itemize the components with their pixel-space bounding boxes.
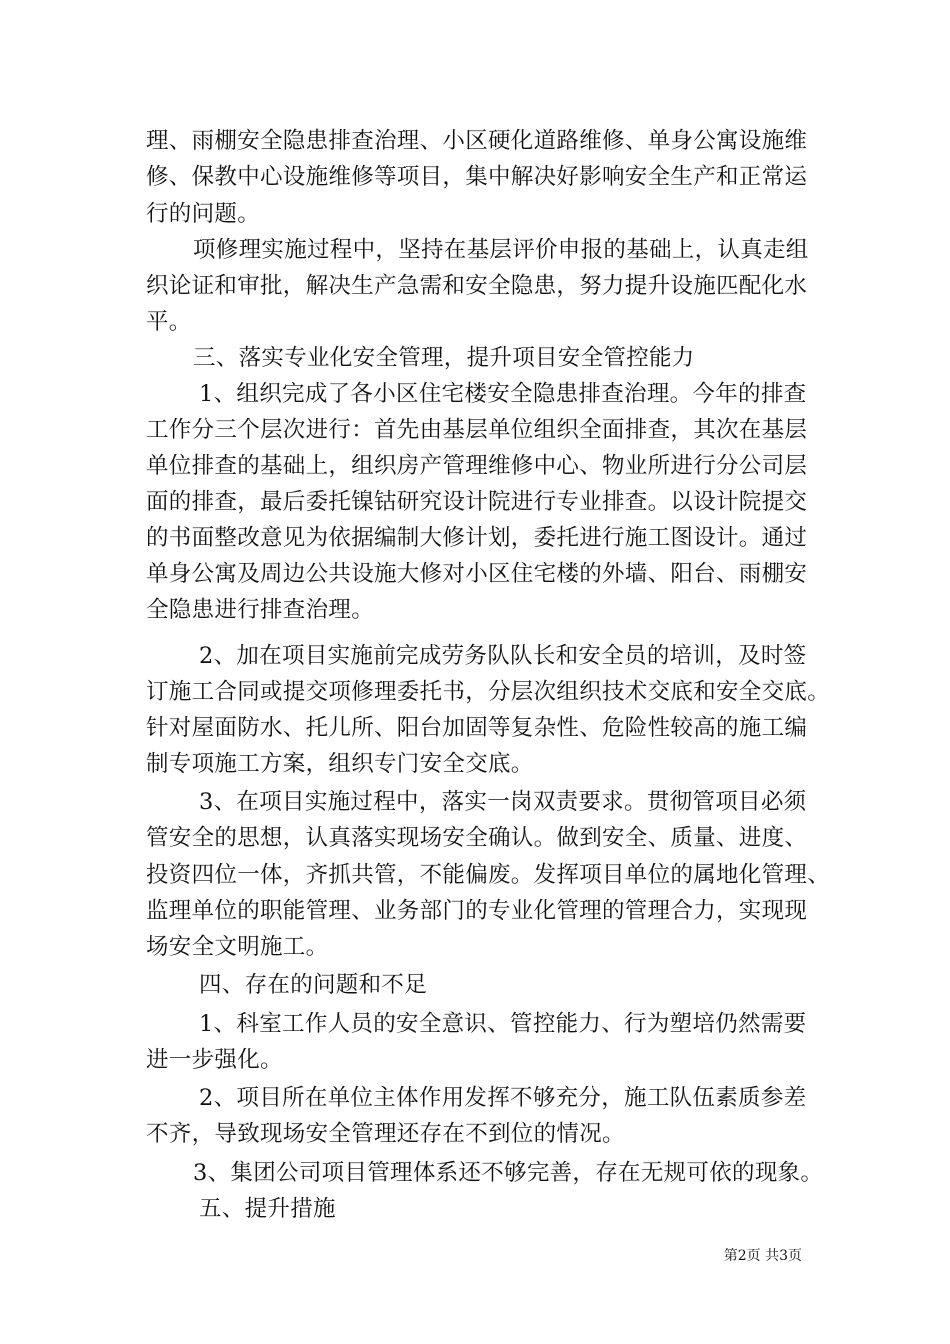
text-line: 面的排查，最后委托镍钴研究设计院进行专业排查。以设计院提交 xyxy=(146,489,808,515)
text-line: 单位排查的基础上，组织房产管理维修中心、物业所进行分公司层 xyxy=(146,453,808,479)
section-heading: 四、存在的问题和不足 xyxy=(199,972,428,998)
text-line: 进一步强化。 xyxy=(146,1047,283,1073)
section-heading: 三、落实专业化安全管理，提升项目安全管控能力 xyxy=(193,345,695,371)
text-line: 织论证和审批，解决生产急需和安全隐患，努力提升设施匹配化水 xyxy=(146,273,808,299)
text-line: 场安全文明施工。 xyxy=(146,934,329,960)
text-line: 不齐，导致现场安全管理还存在不到位的情况。 xyxy=(146,1121,625,1147)
text-line: 监理单位的职能管理、业务部门的专业化管理的管理合力，实现现 xyxy=(146,898,808,924)
text-line: 针对屋面防水、托儿所、阳台加固等复杂性、危险性较高的施工编 xyxy=(146,715,808,741)
text-line: 的书面整改意见为依据编制大修计划，委托进行施工图设计。通过 xyxy=(146,525,808,551)
text-line: 工作分三个层次进行：首先由基层单位组织全面排查，其次在基层 xyxy=(146,417,808,443)
text-line: 理、雨棚安全隐患排查治理、小区硬化道路维修、单身公寓设施维 xyxy=(146,128,808,154)
text-line: 2、项目所在单位主体作用发挥不够充分，施工队伍素质参差 xyxy=(199,1085,807,1111)
page-number-footer: 第2页 共3页 xyxy=(723,1248,802,1264)
text-line: 单身公寓及周边公共设施大修对小区住宅楼的外墙、阳台、雨棚安 xyxy=(146,561,808,587)
section-heading: 五、提升措施 xyxy=(199,1196,336,1222)
text-line: 3、在项目实施过程中，落实一岗双责要求。贯彻管项目必须 xyxy=(199,789,807,815)
text-line: 投资四位一体，齐抓共管，不能偏废。发挥项目单位的属地化管理、 xyxy=(146,862,831,888)
text-line: 修、保教中心设施维修等项目，集中解决好影响安全生产和正常运 xyxy=(146,164,808,190)
text-line: 3、集团公司项目管理体系还不够完善，存在无规可依的现象。 xyxy=(193,1160,824,1186)
text-line: 制专项施工方案，组织专门安全交底。 xyxy=(146,751,534,777)
text-line: 平。 xyxy=(146,309,192,335)
text-line: 订施工合同或提交项修理委托书，分层次组织技术交底和安全交底。 xyxy=(146,679,831,705)
text-line: 2、加在项目实施前完成劳务队队长和安全员的培训，及时签 xyxy=(199,643,807,669)
text-line: 1、科室工作人员的安全意识、管控能力、行为塑培仍然需要 xyxy=(199,1011,807,1037)
text-line: 管安全的思想，认真落实现场安全确认。做到安全、质量、进度、 xyxy=(146,825,808,851)
text-line: 行的问题。 xyxy=(146,201,261,227)
text-line: 1、组织完成了各小区住宅楼安全隐患排查治理。今年的排查 xyxy=(199,381,807,407)
text-line: 项修理实施过程中，坚持在基层评价申报的基础上，认真走组 xyxy=(193,237,809,263)
text-line: 全隐患进行排查治理。 xyxy=(146,597,375,623)
